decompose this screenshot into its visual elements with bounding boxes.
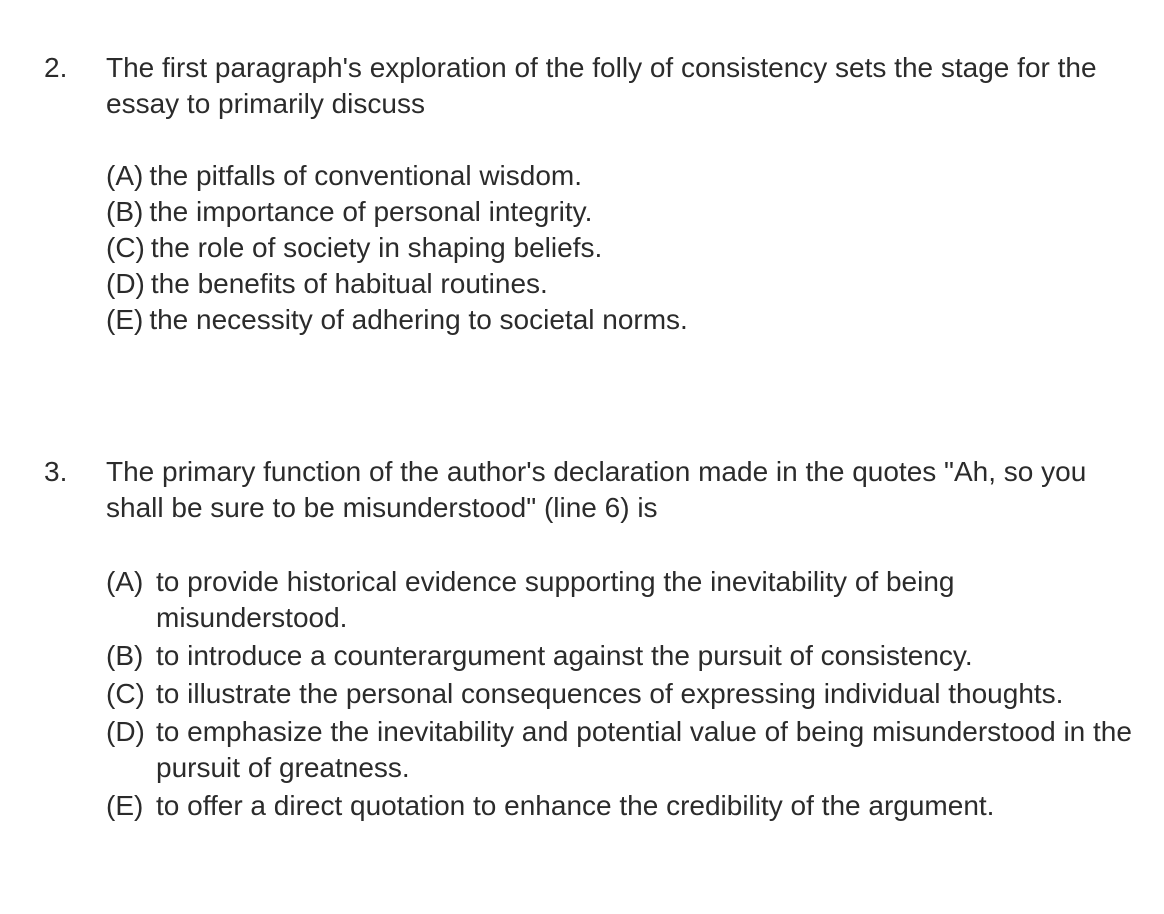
choice-letter: (D)	[106, 268, 145, 299]
answer-choice-e	[106, 302, 1146, 338]
choice-letter: (E)	[106, 304, 144, 335]
question-number: 3.	[44, 456, 68, 487]
answer-choice-d	[106, 266, 1146, 302]
choice-letter: (E)	[106, 790, 144, 821]
answer-choice-c	[106, 230, 1146, 266]
choice-text: to provide historical evidence supporting the inevitability of being misunderstood.	[156, 566, 955, 633]
choice-text: the importance of personal integrity.	[149, 196, 593, 227]
choice-letter: (C)	[106, 232, 145, 263]
answer-choice-b	[106, 638, 1146, 674]
answer-choice-c	[106, 676, 1146, 712]
question-stem: The primary function of the author's declaration made in the quotes "Ah, so you shall be sure to be misunderstood" (line 6) is	[106, 456, 1087, 523]
choice-text: to illustrate the personal consequences of expressing individual thoughts.	[156, 678, 1064, 709]
choice-letter: (A)	[106, 566, 144, 597]
answer-choice-b	[106, 194, 1146, 230]
answer-choice-d	[106, 714, 1146, 786]
choice-text: to offer a direct quotation to enhance the credibility of the argument.	[156, 790, 995, 821]
choice-letter: (D)	[106, 716, 145, 747]
question-number: 2.	[44, 52, 68, 83]
choice-text: to emphasize the inevitability and potential value of being misunderstood in the pursuit of greatness.	[156, 716, 1132, 783]
choice-letter: (A)	[106, 160, 144, 191]
answer-choice-a	[106, 158, 1146, 194]
choice-letter: (C)	[106, 678, 145, 709]
question-stem: The first paragraph's exploration of the folly of consistency sets the stage for the essay to primarily discuss	[106, 52, 1097, 119]
choice-letter: (B)	[106, 196, 144, 227]
choice-text: the necessity of adhering to societal norms.	[149, 304, 688, 335]
choice-text: the benefits of habitual routines.	[150, 268, 548, 299]
answer-choices	[106, 564, 1146, 826]
choice-text: the role of society in shaping beliefs.	[150, 232, 603, 263]
choice-text: the pitfalls of conventional wisdom.	[149, 160, 583, 191]
choice-text: to introduce a counterargument against the pursuit of consistency.	[156, 640, 973, 671]
answer-choices	[106, 158, 1146, 338]
answer-choice-e	[106, 788, 1146, 824]
choice-letter: (B)	[106, 640, 144, 671]
answer-choice-a	[106, 564, 1146, 636]
